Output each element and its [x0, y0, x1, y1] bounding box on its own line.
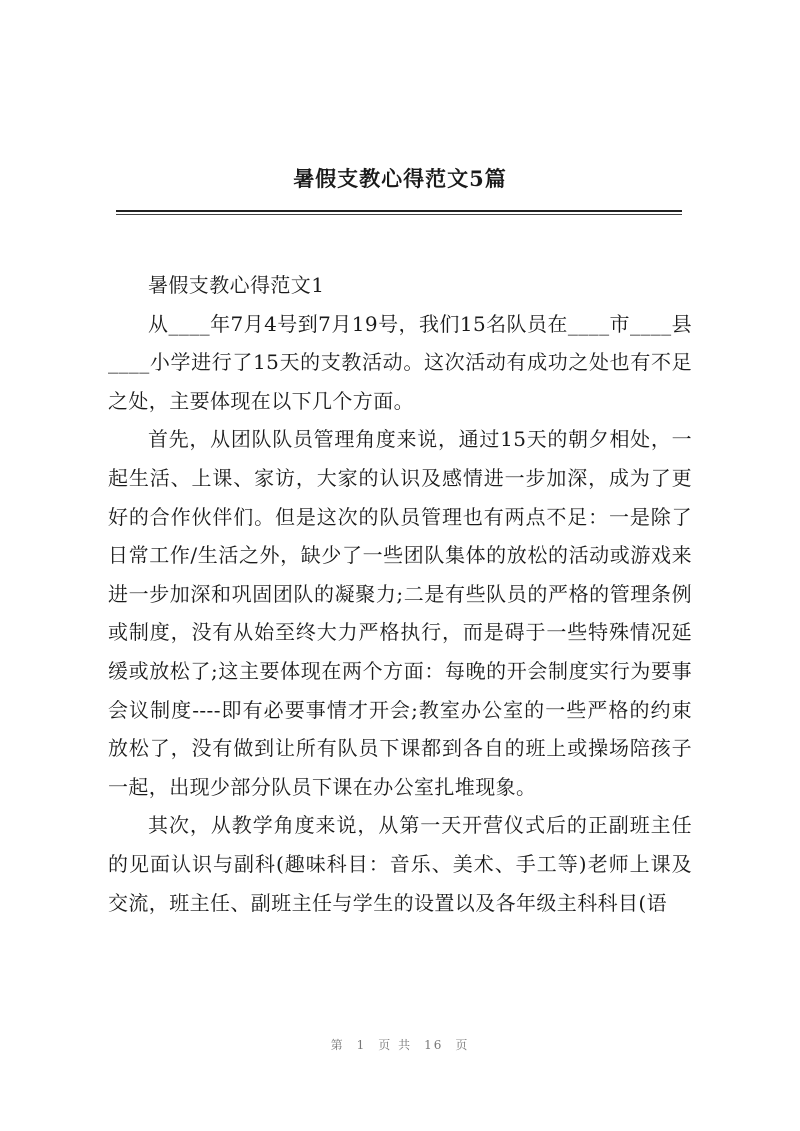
- title-divider: [116, 210, 682, 212]
- document-title: 暑假支教心得范文5篇: [293, 166, 507, 191]
- footer-total-pages: 16: [424, 1038, 444, 1052]
- page-footer: [0, 1036, 800, 1053]
- footer-page-label: 第: [330, 1038, 345, 1052]
- footer-page-number: 1: [356, 1038, 367, 1052]
- section-heading: 暑假支教心得范文1: [148, 273, 325, 297]
- document-body: [108, 266, 692, 922]
- footer-of-label: 页 共: [378, 1038, 413, 1052]
- paragraph: 首先，从团队队员管理角度来说，通过15天的朝夕相处，一起生活、上课、家访，大家的认识及感情进一步加深，成为了更好的合作伙伴们。但是这次的队员管理也有两点不足：一是除了日常工作/生活之外，缺少了一些团队集体的放松的活动或游戏来进一步加深和巩固团队的凝聚力;二是有些队员的严格的管理条例或制度，没有从始至终大力严格执行，而是碍于一些特殊情况延缓或放松了;这主要体现在两个方面：每晚的开会制度实行为要事会议制度----即有必要事情才开会;教室办公室的一些严格的约束放松了，没有做到让所有队员下课都到各自的班上或操场陪孩子一起，出现少部分队员下课在办公室扎堆现象。: [108, 427, 692, 799]
- title-divider-thin: [116, 214, 682, 215]
- paragraph: 从____年7月4号到7月19号，我们15名队员在____市____县____小学进行了15天的支教活动。这次活动有成功之处也有不足之处，主要体现在以下几个方面。: [108, 311, 692, 413]
- paragraph: 其次，从教学角度来说，从第一天开营仪式后的正副班主任的见面认识与副科(趣味科目：音乐、美术、手工等)老师上课及交流，班主任、副班主任与学生的设置以及各年级主科科目(语: [108, 813, 692, 915]
- footer-pages-label: 页: [455, 1038, 470, 1052]
